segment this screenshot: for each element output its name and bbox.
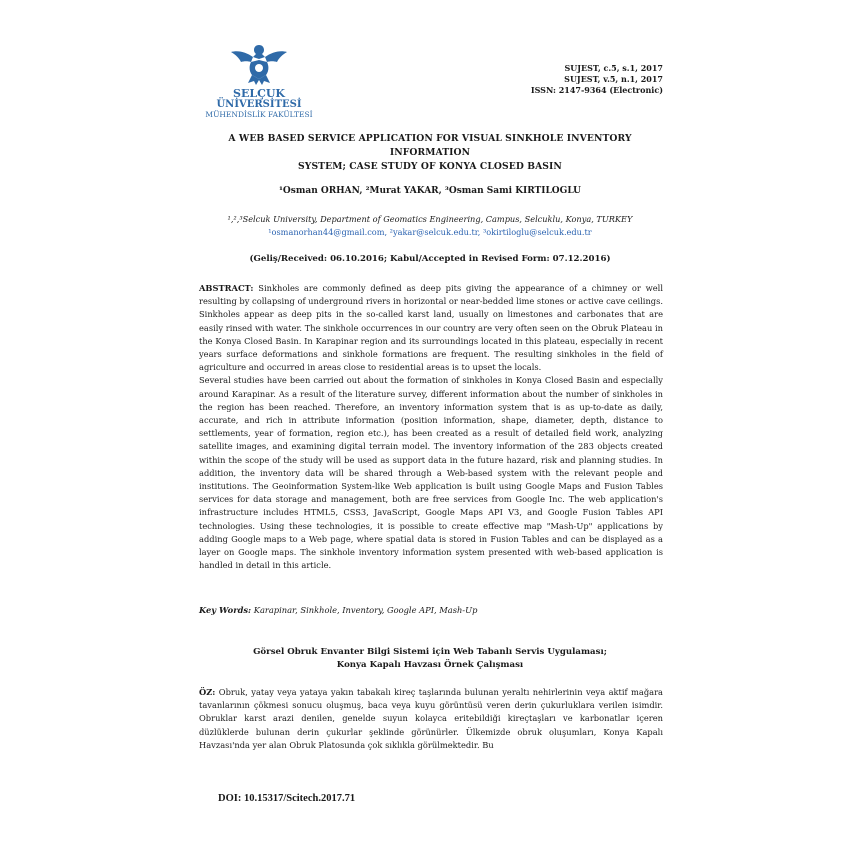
submission-dates: (Geliş/Received: 06.10.2016; Kabul/Accepted in Revised Form: 07.12.2016) — [249, 254, 611, 264]
doi-footer[interactable]: DOI: 10.15317/Scitech.2017.71 — [218, 793, 356, 804]
author-list: ¹Osman ORHAN, ²Murat YAKAR, ³Osman Sami KIRTILOGLU — [278, 186, 582, 196]
oz-paragraph — [199, 686, 663, 752]
seljuk-eagle-emblem-icon — [229, 41, 289, 87]
oz-text: Obruk, yatay veya yataya yakın tabakalı kireç taşlarında bulunan yeraltı nehirlerinin veya aktif mağara tavanlarının çökmesi sonucu oluşmuş, baca veya kuyu görüntüsü veren derin çukurluklara verilen isimdir. Obruklar karst arazi denilen, genelde suyun kolayca eritebildiği kireçtaşları ve karbonatlar içeren düzlüklerde bulunan derin çukurlar şeklinde görünürler. Ülkemizde obruk oluşumları, Konya Kapalı Havzası'nda yer alan Obruk Platosunda çok sıklıkla görülmektedir. Bu — [199, 687, 663, 750]
turkish-title — [197, 646, 663, 672]
journal-line-en: SUJEST, v.5, n.1, 2017 — [564, 74, 663, 84]
journal-issn: ISSN: 2147-9364 (Electronic) — [530, 85, 663, 95]
abstract-section — [199, 282, 663, 572]
university-logo — [197, 41, 321, 121]
logo-text-selcuk: SELÇUK — [233, 87, 285, 100]
paper-title — [197, 132, 663, 174]
abstract-paragraph-2: Several studies have been carried out about the formation of sinkholes in Konya Closed Basin and especially around Karapinar. As a result of the literature survey, different information about the number of sinkholes in the region has been reached. Therefore, an inventory information system that is as up-to-date as daily, accurate, and rich in attribute information (position information, shape, diameter, depth, distance to settlements, year of formation, region etc.), has been created as a result of detailed field work, analyzing satellite images, and examining digital terrain model. The inventory information of the 283 objects created within the scope of the study will be used as support data in the future hazard, risk and planning studies. In addition, the inventory data will be shared through a Web-based system with the relevant people and institutions. The Geoinformation System-like Web application is built using Google Maps and Fusion Tables services for data storage and management, both are free services from Google Inc. The web application's infrastructure includes HTML5, CSS3, JavaScript, Google Maps API V3, and Google Fusion Tables API technologies. Using these technologies, it is possible to create effective map "Mash-Up" applications by adding Google maps to a Web page, where spatial data is stored in Fusion Tables and can be displayed as a layer on Google maps. The sinkhole inventory information system presented with web-based application is handled in detail in this article. — [199, 375, 663, 571]
affiliation: ¹,²,³Selcuk University, Department of Geomatics Engineering, Campus, Selcuklu, Konya, TURKEY — [227, 214, 633, 224]
oz-label: ÖZ: — [199, 687, 216, 697]
paper-title-line-1: A WEB BASED SERVICE APPLICATION FOR VISUAL SINKHOLE INVENTORY INFORMATION — [228, 133, 632, 158]
turkish-title-line-2: Konya Kapalı Havzası Örnek Çalışması — [336, 660, 524, 670]
turkish-title-line-1: Görsel Obruk Envanter Bilgi Sistemi için Web Tabanlı Servis Uygulaması; — [253, 647, 607, 657]
journal-line-tr: SUJEST, c.5, s.1, 2017 — [564, 63, 663, 73]
paper-title-line-2: SYSTEM; CASE STUDY OF KONYA CLOSED BASIN — [298, 161, 562, 172]
journal-info — [531, 63, 663, 96]
abstract-label: ABSTRACT: — [199, 283, 254, 293]
logo-text-universitesi: ÜNİVERSİTESİ — [216, 99, 302, 110]
keywords-line — [199, 605, 663, 615]
oz-section — [199, 686, 663, 752]
abstract-paragraph-1 — [199, 282, 663, 374]
keywords-label: Key Words: — [199, 605, 252, 615]
author-emails[interactable]: ¹osmanorhan44@gmail.com, ²yakar@selcuk.edu.tr, ³okirtiloglu@selcuk.edu.tr — [268, 227, 592, 237]
keywords-value: Karapinar, Sinkhole, Inventory, Google API, Mash-Up — [253, 605, 478, 615]
abstract-text-1: Sinkholes are commonly defined as deep pits giving the appearance of a chimney or well resulting by collapsing of underground rivers in horizontal or near-bedded lime stones or active cave ceilings. Sinkholes appear as deep pits in the so-called karst land, usually on limestones and carbonates that are easily rinsed with water. The sinkhole occurrences in our country are very often seen on the Obruk Plateau in the Konya Closed Basin. In Karapinar region and its surroundings located in this plateau, especially in recent years surface deformations and sinkhole formations are frequent. The resulting sinkholes in the field of agriculture and occurred in areas close to residential areas is to upset the locals. — [199, 283, 663, 373]
logo-text-faculty: MÜHENDİSLİK FAKÜLTESİ — [205, 110, 313, 119]
